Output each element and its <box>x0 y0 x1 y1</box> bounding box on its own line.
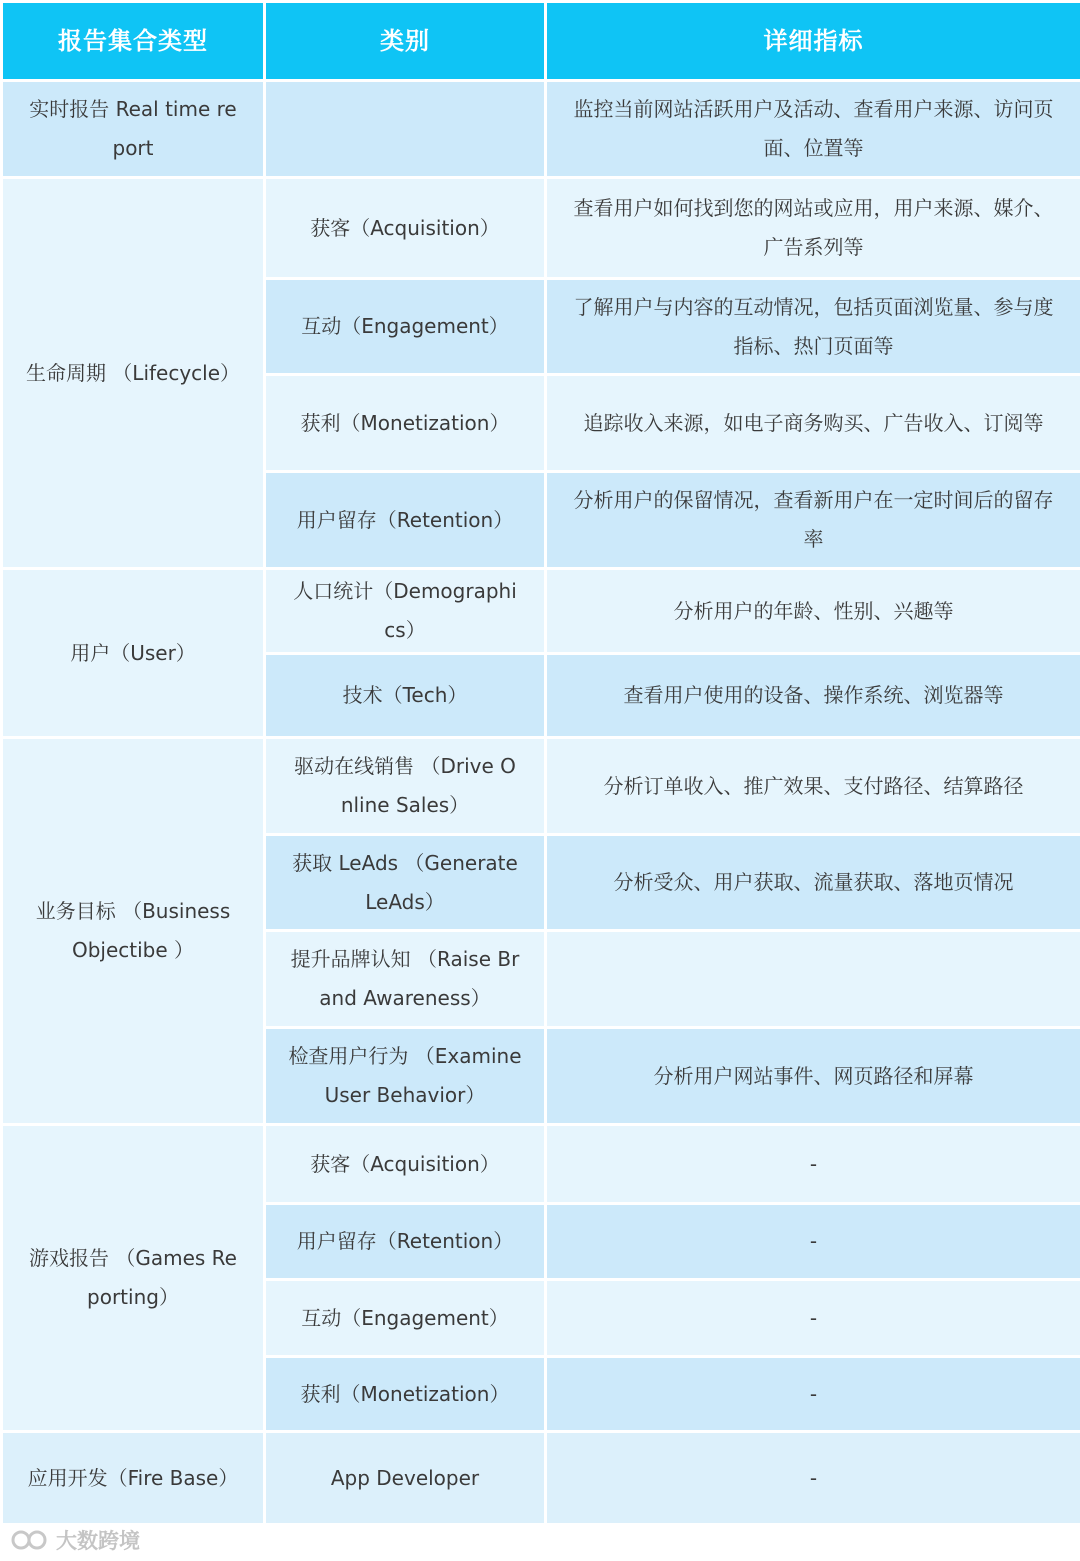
detail-cell: 追踪收入来源，如电子商务购买、广告收入、订阅等 <box>546 375 1080 472</box>
report-type-cell: 实时报告 Real time report <box>2 81 265 178</box>
category-cell: 获客（Acquisition） <box>265 1125 546 1204</box>
detail-cell: 分析用户网站事件、网页路径和屏幕 <box>546 1028 1080 1125</box>
category-cell: 获利（Monetization） <box>265 375 546 472</box>
category-cell: 技术（Tech） <box>265 654 546 738</box>
header-detail: 详细指标 <box>546 2 1080 81</box>
detail-cell: 监控当前网站活跃用户及活动、查看用户来源、访问页面、位置等 <box>546 81 1080 178</box>
detail-cell: - <box>546 1432 1080 1525</box>
category-cell: App Developer <box>265 1432 546 1525</box>
category-cell: 用户留存（Retention） <box>265 1204 546 1280</box>
watermark <box>10 1526 140 1554</box>
category-cell: 提升品牌认知 （Raise Brand Awareness） <box>265 931 546 1028</box>
detail-cell: 查看用户使用的设备、操作系统、浏览器等 <box>546 654 1080 738</box>
table-row <box>2 738 1080 835</box>
header-category: 类别 <box>265 2 546 81</box>
detail-cell: 分析受众、用户获取、流量获取、落地页情况 <box>546 835 1080 931</box>
report-type-cell: 生命周期 （Lifecycle） <box>2 178 265 569</box>
detail-cell: 查看用户如何找到您的网站或应用，用户来源、媒介、广告系列等 <box>546 178 1080 279</box>
category-cell: 获取 LeAds （Generate LeAds） <box>265 835 546 931</box>
detail-cell: 了解用户与内容的互动情况，包括页面浏览量、参与度指标、热门页面等 <box>546 279 1080 375</box>
report-type-cell: 游戏报告 （Games Reporting） <box>2 1125 265 1432</box>
report-type-cell: 用户（User） <box>2 569 265 738</box>
category-cell: 驱动在线销售 （Drive Online Sales） <box>265 738 546 835</box>
detail-cell: 分析订单收入、推广效果、支付路径、结算路径 <box>546 738 1080 835</box>
category-cell: 获利（Monetization） <box>265 1357 546 1432</box>
category-cell: 人口统计（Demographics） <box>265 569 546 654</box>
watermark-text: 大数跨境 <box>56 1529 140 1553</box>
report-type-cell: 业务目标 （Business Objectibe ） <box>2 738 265 1125</box>
header-report-type: 报告集合类型 <box>2 2 265 81</box>
category-cell: 检查用户行为 （Examine User Behavior） <box>265 1028 546 1125</box>
table-row <box>2 569 1080 654</box>
detail-cell: - <box>546 1204 1080 1280</box>
table-row <box>2 1432 1080 1525</box>
table-row <box>2 81 1080 178</box>
header-row <box>2 2 1080 81</box>
table-row <box>2 178 1080 279</box>
detail-cell: - <box>546 1357 1080 1432</box>
watermark-logo-icon <box>10 1528 50 1552</box>
category-cell: 获客（Acquisition） <box>265 178 546 279</box>
detail-cell <box>546 931 1080 1028</box>
table-row <box>2 1125 1080 1204</box>
detail-cell: 分析用户的保留情况，查看新用户在一定时间后的留存率 <box>546 472 1080 569</box>
category-cell <box>265 81 546 178</box>
category-cell: 用户留存（Retention） <box>265 472 546 569</box>
detail-cell: - <box>546 1125 1080 1204</box>
category-cell: 互动（Engagement） <box>265 279 546 375</box>
category-cell: 互动（Engagement） <box>265 1280 546 1357</box>
report-type-cell: 应用开发（Fire Base） <box>2 1432 265 1525</box>
detail-cell: - <box>546 1280 1080 1357</box>
detail-cell: 分析用户的年龄、性别、兴趣等 <box>546 569 1080 654</box>
